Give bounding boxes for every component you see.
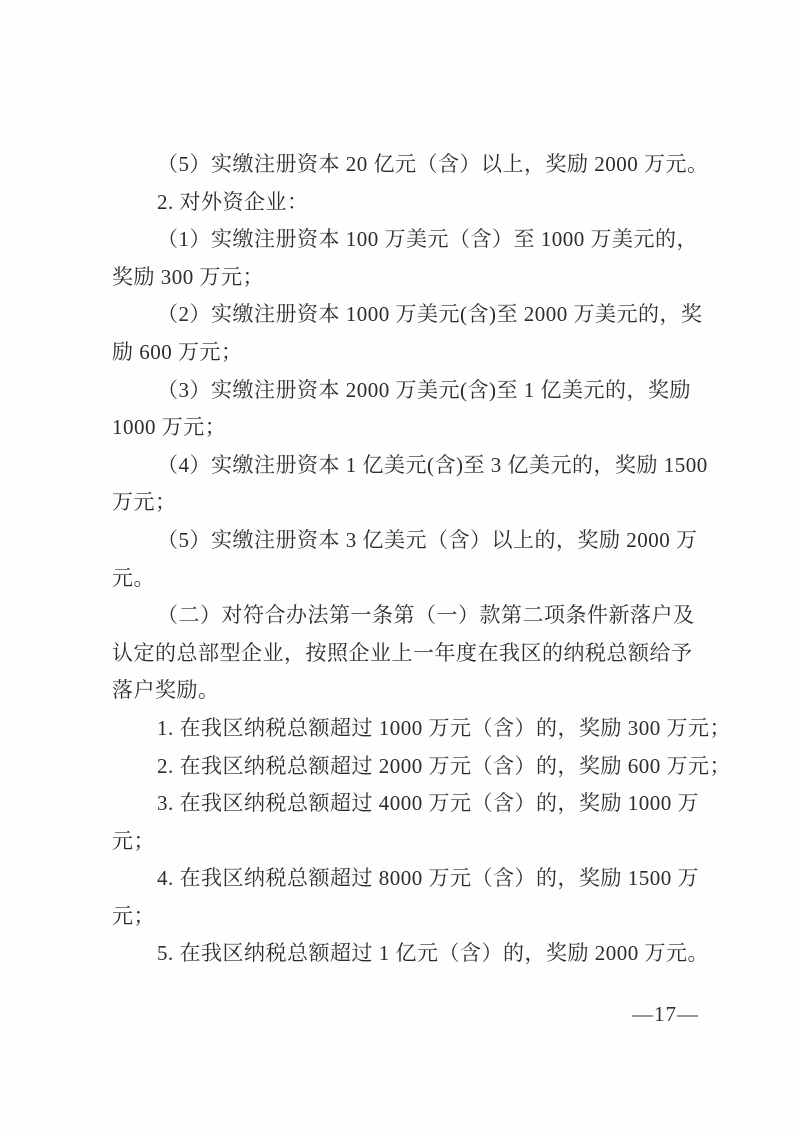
- text-line: （3）实缴注册资本 2000 万美元(含)至 1 亿美元的，奖励: [157, 377, 691, 402]
- text-line: 认定的总部型企业，按照企业上一年度在我区的纳税总额给予: [112, 640, 693, 665]
- paragraph: [112, 184, 718, 222]
- page-number: —17—: [632, 1002, 699, 1026]
- text-line: （1）实缴注册资本 100 万美元（含）至 1000 万美元的，: [157, 227, 698, 252]
- document-body: [112, 146, 731, 973]
- paragraph: [112, 447, 718, 522]
- text-line: 元。: [112, 565, 155, 590]
- text-line: 励 600 万元；: [112, 339, 243, 364]
- text-line: 4. 在我区纳税总额超过 8000 万元（含）的，奖励 1500 万: [157, 866, 699, 891]
- text-line: （4）实缴注册资本 1 亿美元(含)至 3 亿美元的，奖励 1500: [157, 452, 708, 477]
- paragraph: [112, 785, 718, 860]
- paragraph: [112, 372, 718, 447]
- paragraph: [112, 221, 718, 296]
- text-line: 5. 在我区纳税总额超过 1 亿元（含）的，奖励 2000 万元。: [157, 941, 709, 966]
- paragraph: [112, 146, 718, 184]
- text-line: （二）对符合办法第一条第（一）款第二项条件新落户及: [157, 603, 695, 628]
- paragraph: [112, 935, 718, 973]
- text-line: （2）实缴注册资本 1000 万美元(含)至 2000 万美元的，奖: [157, 302, 703, 327]
- text-line: 3. 在我区纳税总额超过 4000 万元（含）的，奖励 1000 万: [157, 791, 699, 816]
- paragraph: [112, 522, 718, 597]
- text-line: 万元；: [112, 490, 177, 515]
- text-line: 1000 万元；: [112, 415, 227, 440]
- text-line: 1. 在我区纳税总额超过 1000 万元（含）的，奖励 300 万元；: [157, 715, 731, 740]
- text-line: （5）实缴注册资本 20 亿元（含）以上，奖励 2000 万元。: [157, 152, 709, 176]
- text-line: 元；: [112, 903, 155, 928]
- text-line: 落户奖励。: [112, 678, 220, 703]
- text-line: 2. 在我区纳税总额超过 2000 万元（含）的，奖励 600 万元；: [157, 753, 731, 778]
- text-line: 奖励 300 万元；: [112, 264, 264, 289]
- paragraph: [112, 748, 731, 786]
- paragraph: [112, 296, 718, 371]
- text-line: 2. 对外资企业：: [157, 189, 309, 214]
- text-line: （5）实缴注册资本 3 亿美元（含）以上的，奖励 2000 万: [157, 527, 698, 552]
- text-line: 元；: [112, 828, 155, 853]
- paragraph: [112, 597, 718, 710]
- paragraph: [112, 860, 718, 935]
- paragraph: [112, 710, 731, 748]
